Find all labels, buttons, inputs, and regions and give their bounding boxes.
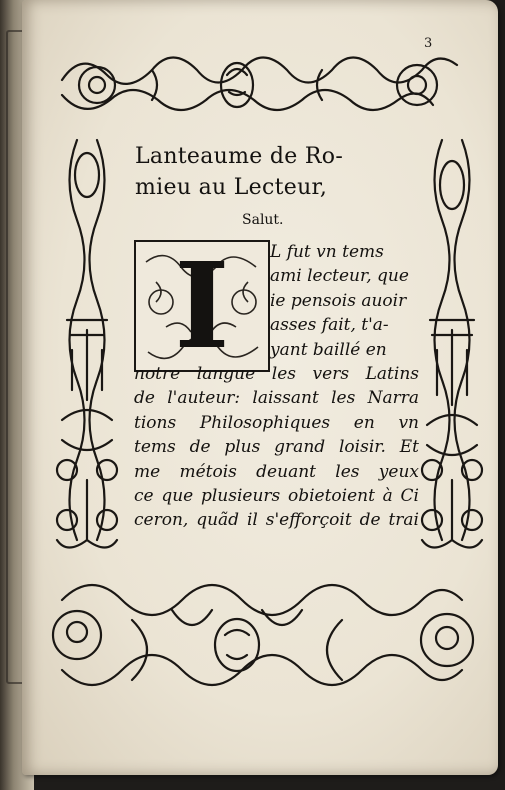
body-line: me métois deuant les yeux: [134, 461, 419, 482]
salutation: Salut.: [242, 212, 284, 228]
body-line: tems de plus grand loisir. Et: [134, 437, 419, 458]
page-number: 3: [424, 36, 433, 51]
title-line: Lanteaume de Ro-: [135, 144, 344, 169]
left-pillar-ornament-icon: [57, 140, 117, 548]
body-line: L fut vn tems: [270, 242, 384, 262]
body-line: ami lecteur, que: [270, 266, 409, 287]
body-line: ie pensois auoir: [270, 290, 407, 311]
body-line: de l'auteur: laissant les Narra: [134, 388, 419, 409]
body-line: ce que plusieurs obietoient à Ci: [134, 486, 419, 507]
right-pillar-ornament-icon: [422, 140, 482, 548]
initial-letter: I: [174, 236, 230, 375]
body-line: ceron, quãd il s'efforçoit de trai: [134, 510, 419, 531]
title-line: mieu au Lecteur,: [135, 175, 328, 200]
body-line: yant baillé en: [270, 339, 387, 360]
page-title: [135, 141, 425, 203]
body-line: asses fait, t'a-: [270, 315, 389, 336]
top-ornament-icon: [62, 58, 457, 111]
book-page: [22, 0, 498, 775]
body-line: tions Philosophiques en vn: [134, 412, 419, 433]
bottom-ornament-icon: [53, 585, 473, 685]
body-text: [134, 236, 419, 533]
body-line: notre langue les vers Latins: [134, 364, 419, 385]
